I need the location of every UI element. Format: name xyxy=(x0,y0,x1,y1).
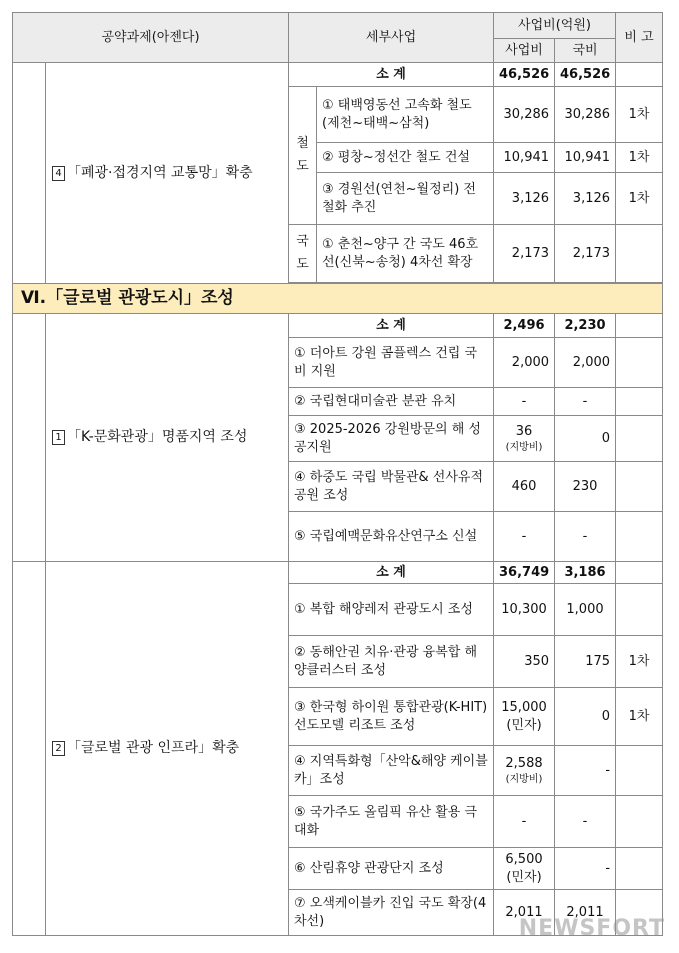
detail-item: ② 동해안권 치유·관광 융복합 해양클러스터 조성 xyxy=(289,636,494,688)
total-value: 10,941 xyxy=(494,143,555,173)
note-value xyxy=(616,584,663,636)
note-value xyxy=(616,338,663,388)
total-value: 350 xyxy=(494,636,555,688)
indent-cell xyxy=(13,562,46,936)
national-value: - xyxy=(555,796,616,848)
detail-item: ③ 2025-2026 강원방문의 해 성공지원 xyxy=(289,416,494,462)
subtotal-label: 소 계 xyxy=(289,63,494,87)
task-number-box: 1 xyxy=(52,430,65,445)
national-value: - xyxy=(555,746,616,796)
national-value: 2,173 xyxy=(555,225,616,283)
subtotal-national: 2,230 xyxy=(555,314,616,338)
detail-item: ⑦ 오색케이블카 진입 국도 확장(4차선) xyxy=(289,890,494,936)
national-value: - xyxy=(555,512,616,562)
total-value: 2,011 xyxy=(494,890,555,936)
note-value: 1차 xyxy=(616,688,663,746)
detail-item: ④ 하중도 국립 박물관& 선사유적공원 조성 xyxy=(289,462,494,512)
watermark: NEWSFORT xyxy=(518,916,665,941)
total-value: 2,000 xyxy=(494,338,555,388)
total-value: - xyxy=(494,796,555,848)
detail-item: ① 더아트 강원 콤플렉스 건립 국비 지원 xyxy=(289,338,494,388)
total-value: 3,126 xyxy=(494,173,555,225)
total-value: 6,500 (민자) xyxy=(494,848,555,890)
subtotal-label: 소 계 xyxy=(289,562,494,584)
total-value: 460 xyxy=(494,462,555,512)
note-cell xyxy=(616,562,663,584)
national-value: 1,000 xyxy=(555,584,616,636)
subtotal-national: 3,186 xyxy=(555,562,616,584)
category-road: 국도 xyxy=(289,225,317,283)
total-value: 2,588 (지방비) xyxy=(494,746,555,796)
national-value: 30,286 xyxy=(555,87,616,143)
task-cell-2 xyxy=(46,562,289,936)
indent-cell xyxy=(13,314,46,562)
note-value: 1차 xyxy=(616,87,663,143)
national-value: 3,126 xyxy=(555,173,616,225)
note-value xyxy=(616,462,663,512)
detail-item: ① 복합 해양레저 관광도시 조성 xyxy=(289,584,494,636)
note-value: 1차 xyxy=(616,143,663,173)
total-value: 15,000 (민자) xyxy=(494,688,555,746)
national-value: - xyxy=(555,388,616,416)
task-title: 「글로벌 관광 인프라」확충 xyxy=(67,740,240,757)
total-value: 36 (지방비) xyxy=(494,416,555,462)
note-value xyxy=(616,512,663,562)
note-cell xyxy=(616,63,663,87)
section-title: Ⅵ.「글로벌 관광도시」조성 xyxy=(13,284,663,314)
header-total: 사업비 xyxy=(494,39,555,63)
header-note: 비 고 xyxy=(616,13,663,63)
subtotal-total: 2,496 xyxy=(494,314,555,338)
note-value xyxy=(616,416,663,462)
task-title: 「K-문화관광」명품지역 조성 xyxy=(67,429,248,446)
task-cell-1 xyxy=(46,314,289,562)
national-value: 175 xyxy=(555,636,616,688)
subtotal-national: 46,526 xyxy=(555,63,616,87)
subtotal-total: 36,749 xyxy=(494,562,555,584)
detail-item: ⑤ 국가주도 올림픽 유산 활용 극대화 xyxy=(289,796,494,848)
note-value: 1차 xyxy=(616,636,663,688)
subtotal-label: 소 계 xyxy=(289,314,494,338)
detail-item: ② 평창~정선간 철도 건설 xyxy=(317,143,494,173)
header-national: 국비 xyxy=(555,39,616,63)
detail-item: ② 국립현대미술관 분관 유치 xyxy=(289,388,494,416)
national-value: 2,000 xyxy=(555,338,616,388)
indent-cell xyxy=(13,63,46,284)
note-value xyxy=(616,225,663,283)
note-value xyxy=(616,746,663,796)
national-value: 2,011 xyxy=(555,890,616,936)
detail-item: ⑥ 산림휴양 관광단지 조성 xyxy=(289,848,494,890)
detail-item: ① 태백영동선 고속화 철도(제천~태백~삼척) xyxy=(317,87,494,143)
note-value xyxy=(616,796,663,848)
total-value: 30,286 xyxy=(494,87,555,143)
total-value: 10,300 xyxy=(494,584,555,636)
total-value: - xyxy=(494,512,555,562)
note-cell xyxy=(616,314,663,338)
task-number-box: 2 xyxy=(52,741,65,756)
national-value: 10,941 xyxy=(555,143,616,173)
category-rail: 철도 xyxy=(289,87,317,225)
detail-item: ① 춘천~양구 간 국도 46호선(신북~송청) 4차선 확장 xyxy=(317,225,494,283)
total-value: 2,173 xyxy=(494,225,555,283)
national-value: 0 xyxy=(555,688,616,746)
note-value xyxy=(616,848,663,890)
subtotal-total: 46,526 xyxy=(494,63,555,87)
header-detail: 세부사업 xyxy=(289,13,494,63)
note-value xyxy=(616,388,663,416)
note-value: 1차 xyxy=(616,173,663,225)
detail-item: ③ 경원선(연천~월정리) 전철화 추진 xyxy=(317,173,494,225)
national-value: 0 xyxy=(555,416,616,462)
task-cell-4 xyxy=(46,63,289,284)
detail-item: ⑤ 국립예맥문화유산연구소 신설 xyxy=(289,512,494,562)
budget-table xyxy=(12,12,663,936)
national-value: - xyxy=(555,848,616,890)
total-value: - xyxy=(494,388,555,416)
national-value: 230 xyxy=(555,462,616,512)
header-pledge: 공약과제(아젠다) xyxy=(13,13,289,63)
detail-item: ④ 지역특화형「산악&해양 케이블카」조성 xyxy=(289,746,494,796)
detail-item: ③ 한국형 하이원 통합관광(K-HIT) 선도모델 리조트 조성 xyxy=(289,688,494,746)
task-title: 「폐광·접경지역 교통망」확충 xyxy=(67,164,253,181)
task-number-box: 4 xyxy=(52,166,65,181)
header-budget: 사업비(억원) xyxy=(494,13,616,39)
